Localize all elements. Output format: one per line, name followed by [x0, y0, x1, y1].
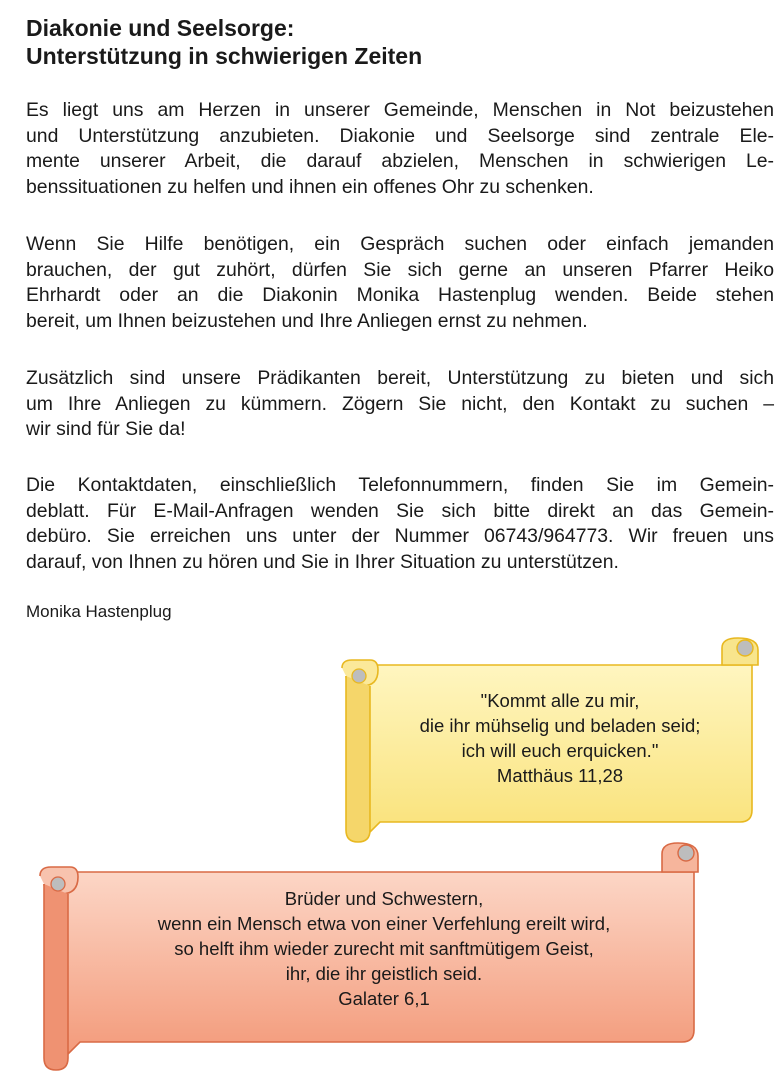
paragraph-line: bereit, um Ihnen beizustehen und Ihre Anliegen ernst zu nehmen. [26, 309, 588, 332]
paragraph-line: wir sind für Sie da! [26, 418, 186, 440]
quote-line: "Kommt alle zu mir, [480, 690, 640, 711]
paragraph-line: benssituationen zu helfen und ihnen ein offenes Ohr zu schenken. [26, 175, 594, 198]
paragraph-line: darauf, von Ihnen zu hören und Sie in Ihrer Situation zu unterstützen. [26, 550, 619, 573]
title-line-1: Diakonie und Seelsorge: [26, 15, 295, 41]
paragraph-line: debüro. Sie erreichen uns unter der Nummer 06743/964773. Wir freuen uns [26, 525, 774, 547]
paragraph-line: Zusätzlich sind unsere Prädikanten bereit, Unterstützung zu bieten und sich [26, 367, 774, 389]
quote-reference: Matthäus 11,28 [496, 765, 624, 786]
paragraph-line: deblatt. Für E-Mail-Anfragen wenden Sie sich bitte direkt an das Gemein- [26, 499, 774, 522]
quote-line: wenn ein Mensch etwa von einer Verfehlung ereilt wird, [157, 913, 611, 934]
paragraph-line: Wenn Sie Hilfe benötigen, ein Gespräch suchen oder einfach jemanden [26, 233, 774, 255]
quote-line: die ihr mühselig und beladen seid; [419, 715, 701, 736]
paragraph-line: um Ihre Anliegen zu kümmern. Zögern Sie nicht, den Kontakt zu suchen – [26, 392, 774, 415]
quote-line: ich will euch erquicken." [461, 740, 659, 761]
quote-reference: Galater 6,1 [338, 988, 430, 1009]
paragraph-line: brauchen, der gut zuhört, dürfen Sie sich gerne an unseren Pfarrer Heiko [26, 258, 774, 281]
quote-line: ihr, die ihr geistlich seid. [285, 963, 483, 984]
paragraph-line: und Unterstützung anzubieten. Diakonie und Seelsorge sind zentrale Ele- [26, 124, 774, 147]
quote-galatians [80, 886, 688, 1011]
title-line-2: Unterstützung in schwierigen Zeiten [26, 43, 423, 69]
paragraph-line: Ehrhardt oder an die Diakonin Monika Hastenplug wenden. Beide stehen [26, 284, 774, 306]
signature: Monika Hastenplug [26, 602, 172, 621]
paragraph-line: mente unserer Arbeit, die darauf abzielen, Menschen in schwierigen Le- [26, 150, 774, 172]
quote-line: so helft ihm wieder zurecht mit sanftmütigem Geist, [174, 938, 594, 959]
paragraph-line: Die Kontaktdaten, einschließlich Telefonnummern, finden Sie im Gemein- [26, 474, 774, 496]
paragraph-line: Es liegt uns am Herzen in unserer Gemeinde, Menschen in Not beizustehen [26, 99, 774, 121]
quote-line: Brüder und Schwestern, [284, 888, 484, 909]
